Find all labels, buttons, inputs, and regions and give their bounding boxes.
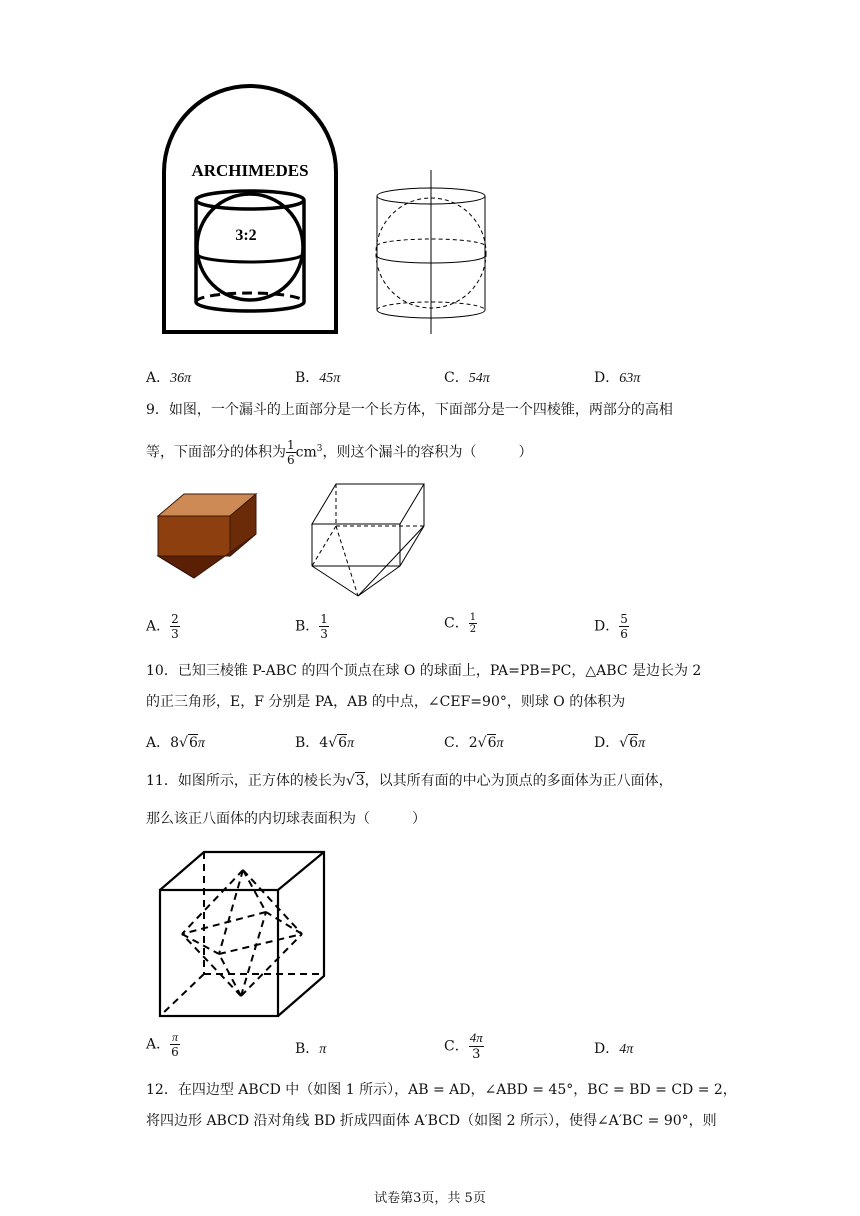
option-value: 4π — [619, 1042, 634, 1057]
option-label: D． — [594, 1041, 620, 1057]
option-label: A． — [146, 1036, 171, 1053]
option-label: D． — [594, 370, 620, 386]
option-pi: π — [638, 736, 646, 751]
q10-option-d: D．√6π — [594, 735, 646, 751]
option-pi: π — [496, 736, 504, 751]
fraction-numerator: π — [171, 1030, 178, 1044]
q11-edge-radicand: 3 — [355, 773, 365, 789]
cube-octahedron-figure — [156, 848, 330, 1024]
q8-option-c — [444, 367, 490, 387]
option-label: C． — [444, 1038, 469, 1055]
option-label: A． — [146, 735, 171, 751]
option-label: D． — [594, 735, 620, 751]
q11-text-post: ，以其所有面的中心为顶点的多面体为正八面体， — [364, 773, 673, 789]
fraction-numerator: 2 — [171, 612, 179, 626]
q9-text-line2 — [146, 438, 533, 467]
q11-text-line1: 11．如图所示，正方体的棱长为√3，以其所有面的中心为顶点的多面体为正八面体， — [146, 773, 673, 789]
option-label: C． — [444, 615, 469, 632]
fraction-denominator: 2 — [469, 624, 477, 635]
q9-option-a — [146, 612, 180, 641]
q9-text-pre: 等，下面部分的体积为 — [146, 444, 286, 461]
q9-text-line1: 9．如图，一个漏斗的上面部分是一个长方体，下面部分是一个四棱锥，两部分的高相 — [146, 402, 673, 418]
option-radicand: 6 — [629, 735, 639, 751]
option-coefficient: 8 — [170, 735, 180, 751]
q9-volume-fraction — [286, 438, 296, 467]
option-label: A． — [146, 618, 171, 635]
option-label: A． — [146, 370, 171, 386]
funnel-solid-figure — [154, 490, 264, 582]
fraction-numerator: 1 — [320, 612, 328, 626]
q9-option-d — [594, 612, 629, 641]
fraction-denominator: 6 — [171, 1045, 179, 1059]
option-fraction — [170, 612, 180, 641]
option-fraction — [469, 612, 477, 635]
option-value: π — [319, 1042, 327, 1057]
q8-option-a — [146, 367, 191, 387]
option-label: B． — [295, 618, 320, 635]
q12-text-line1: 12．在四边型 ABCD 中（如图 1 所示），AB = AD，∠ABD = 45°，BC = BD = CD = 2， — [146, 1082, 737, 1098]
q9-volume-exponent: 3 — [316, 443, 323, 454]
funnel-wireframe-figure — [306, 480, 430, 600]
q8-option-d — [594, 367, 640, 387]
fraction-denominator: 3 — [171, 627, 179, 641]
option-label: B． — [295, 370, 320, 386]
option-coefficient: 2 — [468, 735, 478, 751]
option-pi: π — [347, 736, 355, 751]
q10-option-b: B．4√6π — [295, 735, 355, 751]
fraction-denominator: 6 — [287, 453, 295, 467]
option-value: 63π — [619, 371, 641, 386]
q11-option-d — [594, 1038, 633, 1058]
option-fraction — [319, 612, 329, 641]
q11-option-a — [146, 1030, 180, 1059]
option-label: D． — [594, 618, 620, 635]
option-value: 54π — [468, 371, 490, 386]
q10-text-line1: 10．已知三棱锥 P-ABC 的四个顶点在球 O 的球面上，PA=PB=PC，△ABC 是边长为 2 — [146, 663, 702, 679]
cylinder-sphere-figure — [368, 166, 498, 338]
fraction-denominator: 3 — [320, 627, 328, 641]
archimedes-tombstone-figure — [150, 84, 350, 336]
q9-text-post: ，则这个漏斗的容积为（ ） — [322, 444, 533, 461]
option-radicand: 6 — [487, 735, 497, 751]
fraction-numerator: 4π — [469, 1030, 483, 1045]
fraction-denominator: 6 — [620, 627, 628, 641]
q9-option-c — [444, 612, 477, 635]
fraction-numerator: 5 — [620, 612, 628, 626]
option-pi: π — [197, 736, 205, 751]
q11-option-c — [444, 1030, 484, 1063]
q8-option-b — [295, 367, 340, 387]
fraction-numerator: 1 — [469, 612, 477, 623]
archimedes-label: ARCHIMEDES — [191, 161, 309, 180]
option-fraction — [170, 1030, 180, 1059]
option-coefficient: 4 — [319, 735, 329, 751]
ratio-label: 3:2 — [235, 227, 257, 244]
option-radicand: 6 — [188, 735, 198, 751]
option-value: 36π — [170, 371, 192, 386]
q11-text-line2: 那么该正八面体的内切球表面积为（ ） — [146, 811, 426, 827]
q10-option-a: A．8√6π — [146, 735, 205, 751]
fraction-numerator: 1 — [287, 438, 295, 452]
fraction-denominator: 3 — [472, 1047, 481, 1062]
q11-option-b — [295, 1038, 326, 1058]
q11-text-pre: 11．如图所示，正方体的棱长为 — [146, 773, 346, 789]
option-fraction — [619, 612, 629, 641]
q9-volume-unit: cm — [295, 444, 317, 461]
option-label: C． — [444, 370, 469, 386]
q10-text-line2: 的正三角形，E，F 分别是 PA，AB 的中点，∠CEF=90°，则球 O 的体积为 — [146, 694, 626, 710]
page-footer: 试卷第3页，共 5页 — [374, 1191, 486, 1206]
q9-option-b — [295, 612, 329, 641]
option-radicand: 6 — [338, 735, 348, 751]
q10-option-c: C．2√6π — [444, 735, 504, 751]
option-label: B． — [295, 1041, 320, 1057]
q12-text-line2: 将四边形 ABCD 沿对角线 BD 折成四面体 A′BCD（如图 2 所示），使得∠A′BC = 90°，则 — [146, 1113, 717, 1129]
option-fraction — [469, 1030, 484, 1063]
option-label: B． — [295, 735, 320, 751]
option-value: 45π — [319, 371, 341, 386]
option-label: C． — [444, 735, 469, 751]
